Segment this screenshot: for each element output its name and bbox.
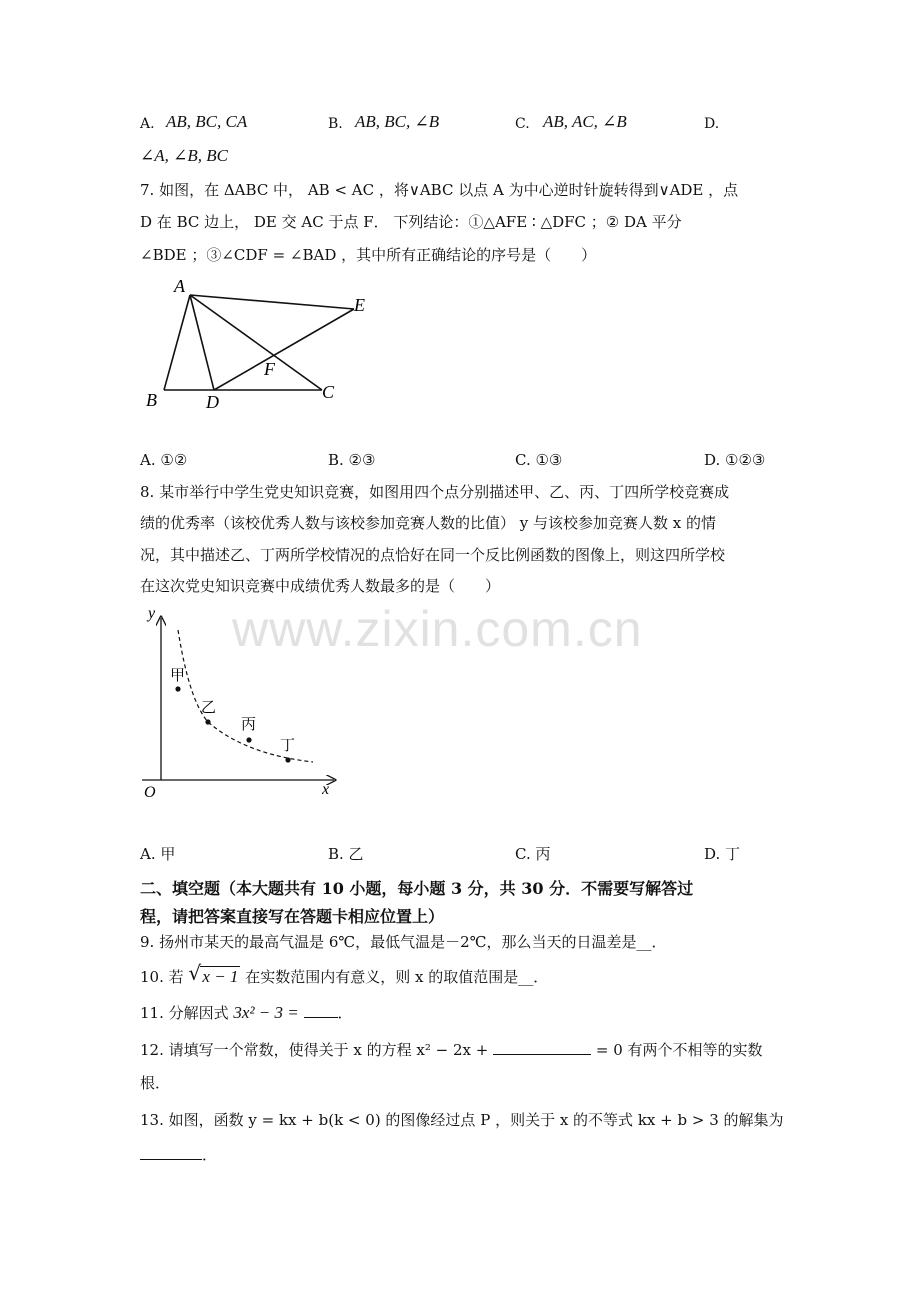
q11-text [140,1003,353,1023]
q13-line-2 [140,1145,217,1165]
q8-option-d: D. 丁 [704,845,741,863]
q10-prefix: 10. 若 [140,968,184,986]
q10-text [140,961,549,987]
radical-sign-icon: √ [188,961,202,985]
q8-line-2: 绩的优秀率（该校优秀人数与该校参加竞赛人数的比值） y 与该校参加竞赛人数 x 的情 [140,514,717,532]
watermark: www.zixin.com.cn [232,601,643,657]
q8-label-y: y [148,605,156,622]
q9-text: 9. 扬州市某天的最高气温是 6℃，最低气温是－2℃，那么当天的日温差是__． [140,933,667,951]
q7-line-1: 7. 如图，在 ΔABC 中， AB < AC ，将∨ABC 以点 A 为中心逆时针旋转得到∨ADE ，点 [140,181,739,199]
q11-answer-blank [304,1003,338,1018]
section-2-heading-line-2: 程，请把答案直接写在答题卡相应位置上） [140,907,445,926]
q7-option-a: A. ①② [140,451,188,469]
q6-option-d-text: ∠A, ∠B, BC [140,146,228,165]
q7-line-3: ∠BDE ；③∠CDF = ∠BAD ，其中所有正确结论的序号是（ ） [140,246,597,264]
q10-suffix: 在实数范围内有意义，则 x 的取值范围是__． [245,968,549,986]
q8-label-yi: 乙 [201,700,217,716]
q7-option-d: D. ①②③ [704,451,766,469]
q7-option-b: B. ②③ [328,451,376,469]
q7-label-b: B [146,390,157,410]
q13-end: ． [202,1146,218,1164]
q8-option-a: A. 甲 [140,845,176,863]
q8-label-ding: 丁 [280,738,296,754]
q8-label-jia: 甲 [170,668,186,684]
q12-suffix: = 0 有两个不相等的实数 [595,1041,763,1059]
q8-line-1: 8. 某市举行中学生党史知识竞赛，如图用四个点分别描述甲、乙、丙、丁四所学校竞赛成 [140,483,730,501]
q7-option-c: C. ①③ [515,451,563,469]
q12-line-2: 根． [140,1074,171,1092]
q6-option-c-label: C. [515,116,530,132]
q11-prefix: 11. 分解因式 [140,1004,229,1022]
q6-option-b-text: AB, BC, ∠B [355,112,440,131]
q8-option-c: C. 丙 [515,845,551,863]
q8-option-b: B. 乙 [328,845,364,863]
q8-label-bing: 丙 [241,717,257,733]
q10-radicand: x − 1 [202,967,239,986]
q13-answer-blank [140,1145,202,1160]
q7-label-c: C [322,382,335,402]
q8-inverse-function-figure [138,600,348,805]
q12-answer-blank [493,1040,591,1055]
q7-label-d: D [206,392,219,412]
q7-label-a: A [174,276,185,296]
q7-line-2: D 在 BC 边上， DE 交 AC 于点 F． 下列结论：①△AFE ∶ △DFC ；② DA 平分 [140,213,682,231]
q6-option-a-text: AB, BC, CA [166,112,248,131]
q8-line-3: 况，其中描述乙、丁两所学校情况的点恰好在同一个反比例函数的图像上，则这四所学校 [140,546,726,564]
q7-label-f: F [264,359,275,379]
q8-line-4: 在这次党史知识竞赛中成绩优秀人数最多的是（ ） [140,577,501,595]
q6-option-b-label: B. [328,116,343,132]
q6-option-a-label: A. [140,116,155,132]
q12-text [140,1040,763,1060]
q11-suffix: ． [337,1004,353,1022]
q12-prefix: 12. 请填写一个常数，使得关于 x 的方程 x² − 2x + [140,1041,489,1059]
q13-line-1: 13. 如图，函数 y = kx + b(k < 0) 的图像经过点 P ，则关于 x 的不等式 kx + b > 3 的解集为 [140,1111,784,1129]
q8-label-origin: O [144,784,156,801]
q10-sqrt [188,961,240,987]
q8-label-x: x [322,781,330,798]
q11-expression: 3x² − 3 = [233,1003,299,1022]
q6-option-c-text: AB, AC, ∠B [543,112,627,131]
q7-triangle-figure [140,272,380,412]
section-2-heading-line-1: 二、填空题（本大题共有 10 小题，每小题 3 分，共 30 分．不需要写解答过 [140,879,694,898]
q7-label-e: E [354,295,365,315]
q6-option-d-label: D. [704,116,720,132]
